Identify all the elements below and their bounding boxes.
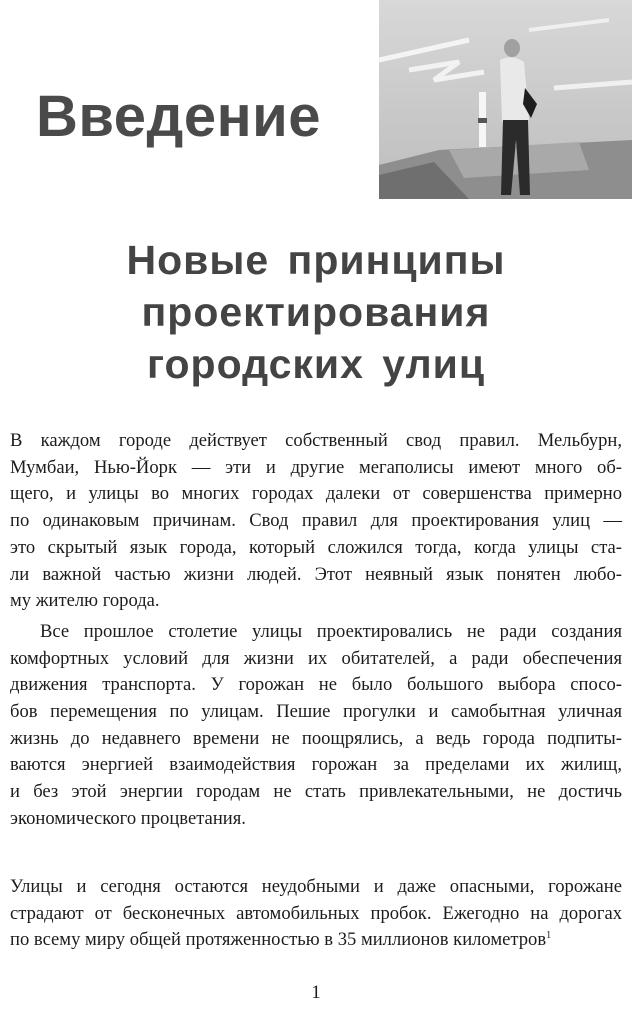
paragraph [10, 619, 622, 833]
page-number: 1 [311, 982, 321, 1003]
text-line: жизнь до недавнего времени не поощрялись, а ведь города подпиты- [10, 727, 622, 749]
chapter-title-line: проектирования [141, 289, 491, 335]
text-line: Все прошлое столетие улицы проектировались не ради создания [40, 620, 622, 642]
text-line: экономического процветания. [10, 807, 246, 829]
text-line: щего, и улицы во многих городах далеки от совершенства примерно [10, 483, 622, 505]
text-line: и без этой энергии городам не стать привлекательными, не достичь [10, 781, 622, 803]
text-line: Мумбаи, Нью-Йорк — эти и другие мегаполисы имеют много об- [10, 456, 622, 478]
text-line: Улицы и сегодня остаются неудобными и даже опасными, горожане [10, 876, 622, 897]
chapter-title-line: городских улиц [146, 341, 486, 387]
text-line: ваются энергией взаимодействия горожан за пределами их жилищ, [10, 754, 622, 776]
text-line-content: по всему миру общей протяженностью в 35 миллионов километров [10, 929, 547, 951]
body-text [10, 874, 622, 954]
chapter-title [0, 234, 632, 390]
body-text [10, 428, 622, 833]
text-line: комфортных условий для жизни их обитателей, а ради обеспечения [10, 647, 622, 669]
text-line: движения транспорта. У горожан не было большого выбора спосо- [10, 674, 622, 696]
paragraph [10, 428, 622, 615]
footnote-mark[interactable]: 1 [546, 930, 552, 942]
text-line: страдают от бесконечных автомобильных пробок. Ежегодно на дорогах [10, 902, 622, 924]
text-line: это скрытый язык города, который сложился тогда, когда улицы ста- [10, 536, 622, 558]
text-line: ли важной частью жизни людей. Этот неявный язык понятен любо- [10, 563, 622, 585]
chapter-label: Введение [36, 84, 322, 149]
text-line: му жителю города. [10, 590, 160, 612]
text-line: бов перемещения по улицам. Пешие прогулки и самобытная уличная [10, 701, 622, 723]
text-line [10, 927, 622, 954]
street-photo-icon [379, 0, 632, 199]
chapter-title-line: Новые принципы [126, 237, 506, 283]
paragraph [10, 874, 622, 954]
text-line: В каждом городе действует собственный свод правил. Мельбурн, [10, 430, 622, 451]
street-photo-illustration [379, 0, 632, 199]
text-line: по одинаковым причинам. Свод правил для проектирования улиц — [10, 510, 622, 532]
